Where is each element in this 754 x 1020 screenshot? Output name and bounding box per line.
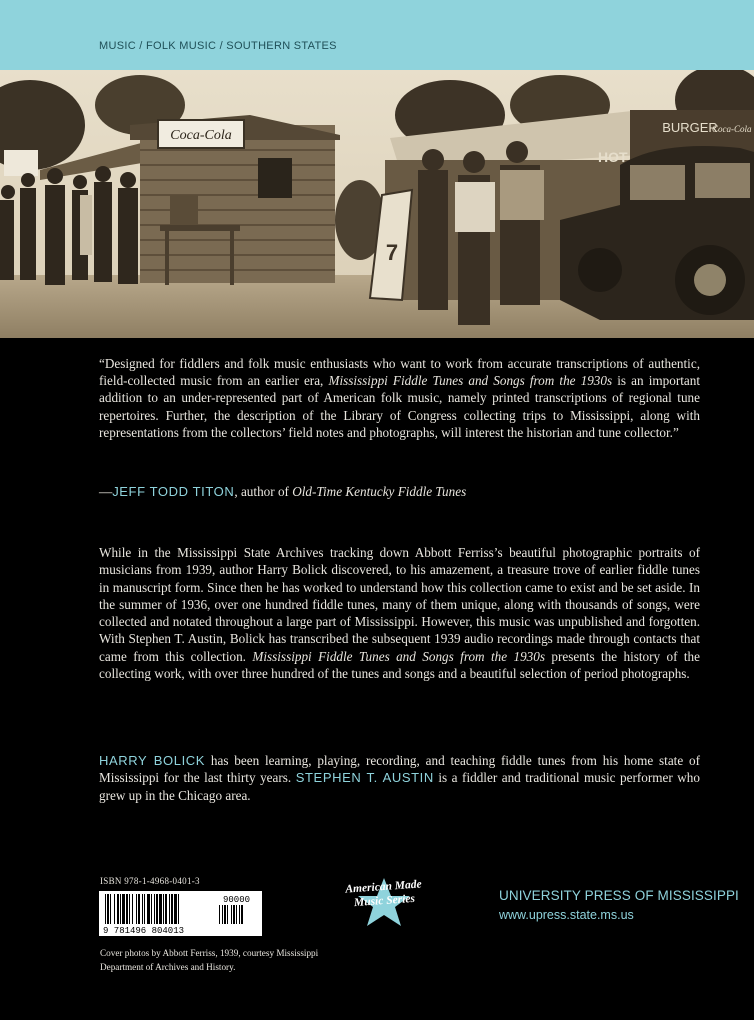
- seven-up-sign: 7: [385, 240, 399, 265]
- coca-cola-sign-right: Coca-Cola: [712, 124, 752, 134]
- barcode-digits: 9 781496 804013: [103, 926, 185, 936]
- barcode-bar: [138, 894, 140, 924]
- barcode-price-bar: [224, 905, 226, 924]
- barcode-bar: [156, 894, 158, 924]
- barcode-bar: [151, 894, 152, 924]
- barcode-price: 90000: [223, 895, 251, 905]
- barcode-bar: [144, 894, 145, 924]
- barcode-price-bar: [219, 905, 220, 924]
- barcode-bar: [107, 894, 109, 924]
- barcode-bar: [120, 894, 121, 924]
- barcode-bar: [163, 894, 164, 924]
- barcode-bar: [114, 894, 115, 924]
- barcode-price-bar: [236, 905, 237, 924]
- quote-text-b: is an important addition to an under-represented part of American folk music, namely printed transcriptions of regional tune repertoires. Further, the description of the Library of Congress collecting trips to Mississippi, along with representations from the collectors’ field notes and photographs, will interest the historian and tune collector.”: [99, 373, 700, 440]
- quote-text-a: “Designed for fiddlers and folk music enthusiasts who want to work from accurate transcriptions of authentic, field-collected music from an earlier era,: [99, 356, 700, 389]
- hot-sign: HOT: [598, 149, 628, 165]
- barcode-price-bar: [241, 905, 243, 924]
- photo-credit: Cover photos by Abbott Ferriss, 1939, courtesy Mississippi Department of Archives and History.: [100, 948, 319, 972]
- barcode-bar: [159, 894, 162, 924]
- series-line-1: American Made: [344, 878, 423, 896]
- barcode-price-bar: [231, 905, 232, 924]
- book-description: [99, 544, 700, 682]
- author-bios: [99, 752, 700, 804]
- barcode-bar: [174, 894, 177, 924]
- barcode-bar: [147, 894, 150, 924]
- attribution-name: JEFF TODD TITON: [112, 484, 235, 499]
- barcode-bar: [129, 894, 130, 924]
- barcode-bar: [136, 894, 137, 924]
- bio-text-austin: is a fiddler and traditional music performer who grew up in the Chicago area.: [99, 770, 700, 803]
- description-text-a: While in the Mississippi State Archives tracking down Abbott Ferriss’s beautiful photographic portraits of musicians from 1939, author Harry Bolick discovered, to his amazement, a treasure trove of earlier fiddle tunes in manuscript form. Since then he has worked to understand how this collection came to exist and be set aside. In the summer of 1936, over one hundred fiddle tunes, many of them unique, along with thousands of songs, were collected and notated throughout a large part of Mississippi. However, this music was unpublished and forgotten. With Stephen T. Austin, Bolick has transcribed the subsequent 1939 audio recordings made through contacts that came from this collection.: [99, 545, 700, 664]
- bio-text-bolick: has been learning, playing, recording, and teaching fiddle tunes from his home state of Mississippi for the last thirty years.: [99, 753, 700, 786]
- barcode-price-bar: [239, 905, 240, 924]
- barcode-bar: [178, 894, 179, 924]
- barcode-bar: [126, 894, 128, 924]
- barcode-bar: [105, 894, 106, 924]
- quote-book-title: Mississippi Fiddle Tunes and Songs from the 1930s: [328, 373, 613, 389]
- barcode-bar: [169, 894, 170, 924]
- series-logo: [338, 872, 430, 934]
- description-book-title: Mississippi Fiddle Tunes and Songs from the 1930s: [252, 648, 545, 664]
- endorsement-quote: [99, 355, 700, 441]
- barcode-bar: [142, 894, 143, 924]
- barcode-bar: [154, 894, 155, 924]
- top-color-band: [0, 0, 754, 70]
- burger-sign: BURGER: [662, 120, 718, 135]
- attribution-book: Old-Time Kentucky Fiddle Tunes: [292, 484, 467, 499]
- barcode-bar: [110, 894, 111, 924]
- publisher-url[interactable]: www.upress.state.ms.us: [499, 908, 634, 922]
- barcode-bar: [117, 894, 119, 924]
- series-line-2: Music Series: [353, 892, 416, 910]
- barcode-bar: [132, 894, 133, 924]
- quote-attribution: [99, 484, 466, 500]
- publisher-name: UNIVERSITY PRESS OF MISSISSIPPI: [499, 888, 739, 903]
- barcode-price-bar: [233, 905, 235, 924]
- attribution-dash: —: [99, 484, 113, 499]
- barcode-bar: [165, 894, 167, 924]
- isbn-barcode: [99, 891, 262, 936]
- cover-photo: [0, 70, 754, 338]
- author-name-bolick: HARRY BOLICK: [99, 753, 206, 768]
- attribution-role: , author of: [234, 484, 293, 499]
- barcode-price-bar: [227, 905, 228, 924]
- description-text-b: presents the history of the collecting work, with over three hundred of the tunes and songs and a beautiful selection of period photographs.: [99, 648, 700, 682]
- author-name-austin: STEPHEN T. AUSTIN: [295, 770, 434, 786]
- isbn-label: ISBN 978-1-4968-0401-3: [100, 876, 200, 886]
- barcode-price-bar: [222, 905, 223, 924]
- barcode-bar: [122, 894, 125, 924]
- barcode-bar: [171, 894, 173, 924]
- coca-cola-sign-left: Coca-Cola: [170, 128, 232, 143]
- category-label: MUSIC / FOLK MUSIC / SOUTHERN STATES: [99, 40, 337, 52]
